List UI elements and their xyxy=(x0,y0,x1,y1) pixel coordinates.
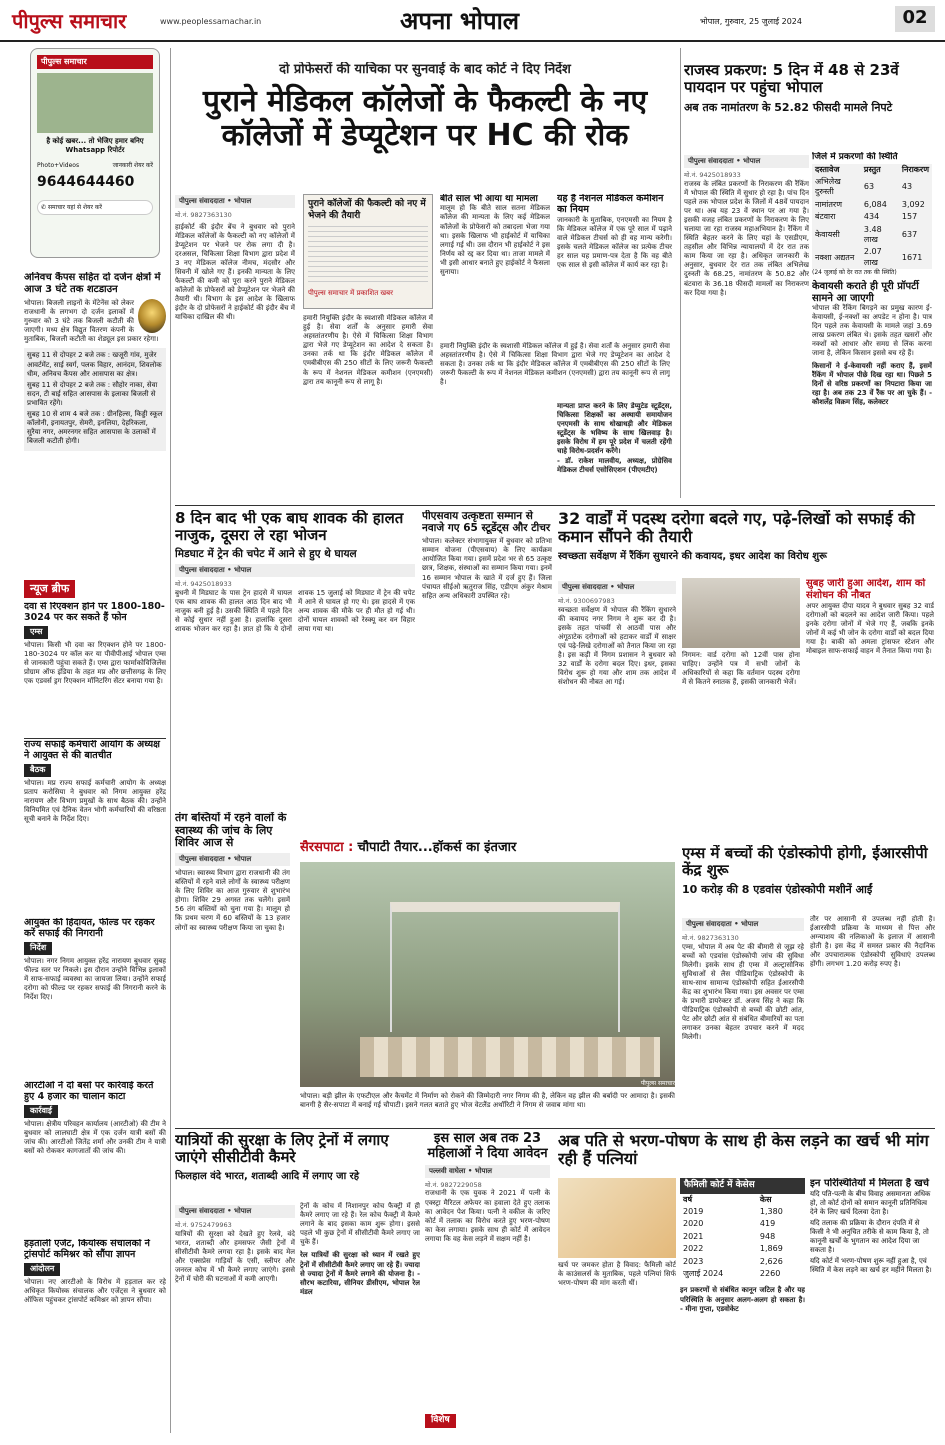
women-mobile: मो.नं. 9827229058 xyxy=(425,1180,482,1189)
side-point: यदि पति-पत्नी के बीच विवाह असमानता अधिक हो, तो कोर्ट दोनों को समान कानूनी प्रतिनिधित्व देने के लिए खर्च दिलवा देता है। xyxy=(810,1189,931,1216)
ad-photo xyxy=(37,73,153,133)
cctv-headline: यात्रियों की सुरक्षा के लिए ट्रेनों में लगाए जाएंगे सीसीटीवी कैमरे xyxy=(175,1132,389,1167)
chaupati-headline: चौपाटी तैयार...हॉकर्स का इंतजार xyxy=(357,840,517,855)
tiger-byline: पीपुल्स संवाददाता • भोपाल xyxy=(175,564,415,577)
brief-body: भोपाल। किसी भी दवा का रिएक्शन होने पर 1800-180-3024 पर कॉल कर या पीवीपीआई भोपाल एम्स से जानकारी पहुंचा सकते हैं। एम्स द्वारा फार्माकोविजिलेंस प्रोग्राम ऑफ इंडिया के तहत मप्र और छत्तीसगढ़ के लिए एक एडवर्स ड्रग रिएक्शन मॉनिटरिंग सेंटर बनाया गया है। xyxy=(24,640,166,685)
schedule-item: सुबह 11 से दोपहर 2 बजे तक : सौहोर नाका, सेवा सदन, टी बाई सहित आसपास के इलाका बिजली से प्रभावित रहेंगे। xyxy=(27,380,158,407)
cctv-byline: पीपुल्स संवाददाता • भोपाल xyxy=(175,1205,295,1218)
table-row: अभिलेख दुरुस्ती 63 43 xyxy=(815,177,913,197)
cctv-quote: रेल यात्रियों की सुरक्षा को ध्यान में रखते हुए ट्रेनों में सीसीटीवी कैमरे लगाए जा रहे हैं। ज्यादा से ज्यादा ट्रेनों में कैमरे लगाने की योजना है। - सौरभ कटारिया, सीनियर डीसीएम, भोपाल रेल मंडल xyxy=(300,1251,420,1296)
aiims-subhead: 10 करोड़ की 8 एडवांस एंडोस्कोपी मशीनें आईं xyxy=(682,882,873,896)
site-url: www.peoplessamachar.in xyxy=(160,17,262,26)
table-row: 2022 1,869 xyxy=(683,1244,783,1254)
brief-body: भोपाल। नगर निगम आयुक्त हरेंद्र नारायण बुधवार सुबह फील्ड स्तर पर निकले। इस दौरान उन्होंने विभिन्न इलाकों में साफ-सफाई व्यवस्था का जायजा लिया। उन्होंने सफाई दरोगा को फील्ड पर रहकर सफाई की निगरानी करने के निर्देश दिए। xyxy=(24,956,166,1001)
nmc-headline: यह है नेशनल मेडिकल कमीशन का नियम xyxy=(557,194,664,215)
brief-item xyxy=(24,1081,166,1231)
aiims-story xyxy=(682,845,935,1125)
revenue-byline: पीपुल्स संवाददाता • भोपाल xyxy=(684,155,809,168)
tiger-mobile: मो.नं. 9425018933 xyxy=(175,580,232,589)
table-row: नामांतरण 6,084 3,092 xyxy=(815,199,925,209)
cctv-story xyxy=(175,1132,420,1432)
women-byline: पल्लवी वाघेला • भोपाल xyxy=(425,1165,550,1178)
brief-body: भोपाल। नए आरटीओ के विरोध में हड़ताल कर रहे अधिकृत कियोस्क संचालक और एजेंट्स ने बुधवार को ऑफिस पहुंचकर ट्रांसपोर्ट कमिश्नर को ज्ञापन सौंपा। xyxy=(24,1277,166,1304)
brief-tag: एम्स xyxy=(24,626,48,638)
wards-photo xyxy=(682,578,800,648)
brief-headline: आयुक्त की हिदायत, फील्ड पर रहकर करें सफाई की निगरानी xyxy=(24,918,155,940)
clipping-title: पुराने कॉलेजों की फैकल्टी को नए में भेजने की तैयारी xyxy=(308,199,426,221)
brief-tag: आंदोलन xyxy=(24,1263,60,1275)
aiims-mobile: मो.नं. 9827363130 xyxy=(682,934,739,943)
table-row: 2020 419 xyxy=(683,1219,776,1229)
aiims-side: तौर पर आसानी से उपलब्ध नहीं होती है। ईआरसीपी प्रक्रिया के माध्यम से पित्त और अग्न्याशय की नलिकाओं के इलाज में आसानी होती है। इस केंद्र में समस्त प्रकार की नैदानिक और उपचारात्मक एंडोस्कोपी सुविधाएं उपलब्ध होंगी। लगभग 1.20 करोड़ रुपए है। xyxy=(810,915,935,969)
alimony-story xyxy=(558,1132,935,1432)
wards-side-body: अपर आयुक्त दीपा यादव ने बुधवार सुबह 32 वार्ड दरोगाओं को बदलने का आदेश जारी किया। पहले इनके दरोगा जोनों में भेजे गए हैं, जबकि इनके जोनों में कई भी जोन के दरोगा वार्डों को बदल दिया गया है। बाकी को अमला ट्रांसफर स्टेशन और मोबाइल साफ-सफाई वाहन में तैनात किया गया है। xyxy=(806,602,934,656)
lead-story xyxy=(175,62,675,492)
brief-item xyxy=(24,602,166,730)
whatsapp-ad xyxy=(30,48,160,258)
brief-tag: निर्देश xyxy=(24,942,52,954)
photo-credit: पीपुल्स समाचार xyxy=(640,1080,675,1087)
kyc-headline: केवायसी कराते ही पूरी प्रॉपर्टी सामने आ जाएगी xyxy=(812,281,919,304)
revenue-table-note: (24 जुलाई को देर रात तक की स्थिति) xyxy=(812,269,897,277)
lead-sub-body: मालूम हो कि बीते साल सतना मेडिकल कॉलेज की मान्यता के लिए कई मेडिकल कॉलेजों के प्रोफेसरों को तबादला भेजा गया था। इसके खिलाफ भी हाईकोर्ट में याचिका लगाई गई थी। उस दौरान भी हाईकोर्ट ने इस निर्णय को रद्द कर दिया था। ताजा मामले में भी इसी आधार बनाते हुए हाईकोर्ट ने फैसला सुनाया। xyxy=(440,204,550,276)
news-brief xyxy=(24,580,166,1430)
chaupati-photo-story xyxy=(300,840,675,1125)
alimony-table xyxy=(680,1194,805,1281)
wards-byline: पीपुल्स संवाददाता • भोपाल xyxy=(558,581,676,594)
kyc-quote: किसानों ने ई-केवायसी नहीं कराए हैं, इसमें रैंकिंग में भोपाल पीछे दिख रहा था। पिछले 5 दिनों से वरिष्ठ प्रकरणों का निपटारा किया जा रहा है। अब तक 23 वें रैंक पर आ चुके हैं। - कौशलेंद्र विक्रम सिंह, कलेक्टर xyxy=(812,361,932,406)
chaupati-label: सैरसपाटा : xyxy=(300,840,354,855)
table-header: प्रस्तुत xyxy=(863,164,881,174)
side-point: यदि कोर्ट में भरण-पोषण शुरू नहीं हुआ है, एवं स्थिति में केस लड़ने का खर्च हर महीने मिलता है। xyxy=(810,1257,932,1275)
brief-headline: आरटीओ ने दो बसों पर कार्रवाई करते हुए 4 हजार का चालान काटा xyxy=(24,1081,154,1103)
brief-item xyxy=(24,918,166,1073)
aiims-byline: पीपुल्स संवाददाता • भोपाल xyxy=(682,918,804,931)
wards-body: स्वच्छता सर्वेक्षण में भोपाल की रैंकिंग सुधारने की कवायद नगर निगम ने शुरू कर दी है। इसके तहत पांचवीं से आठवीं पास और अंगूठाटेक दरोगाओं को हटाकर वार्डों में साक्षर एवं पढ़े-लिखे दरोगाओं को तैनात किया जा रहा है। इस कड़ी में निगम प्रशासन ने बुधवार को 32 वार्डों के दरोगा बदल दिए। इधर, इसका विरोध शुरू हो गया और शाम तक आदेश में संशोधन की नौबत आ गई। xyxy=(558,605,676,687)
aiims-headline: एम्स में बच्चों की एंडोस्कोपी होगी, ईआरसीपी केंद्र शुरू xyxy=(682,845,928,880)
health-story xyxy=(175,812,290,1062)
wards-side-headline: सुबह जारी हुआ आदेश, शाम को संशोधन की नौबत xyxy=(806,578,926,601)
talent-story xyxy=(422,510,552,810)
power-shutdown-story xyxy=(24,272,166,577)
tiger-body: बुधनी में मिडघाट के पास ट्रेन हादसे में घायल एक बाघ शावक की हालत आठ दिन बाद भी नाजुक बनी हुई है। उसकी स्थिति में पहले दिन से कोई सुधार नहीं हुआ है। हालांकि दूसरा शावक भोजन कर रहा है। ज्ञात हो कि ये दोनों शावक 15 जुलाई को मिडघाट में ट्रेन की चपेट में आने से घायल हो गए थे। इस हादसे में एक अन्य शावक की मौके पर ही मौत हो गई थी। दोनों घायल शावकों को रेस्क्यू कर वन विहार लाया गया था। xyxy=(175,588,415,634)
ad-tagline: है कोई खबर... तो भेजिए हमार बनिए Whatsapp रिपोर्टर xyxy=(46,137,144,155)
lead-headline: पुराने मेडिकल कॉलेजों के फैकल्टी के नए कॉलेजों में डेप्यूटेशन पर HC की रोक xyxy=(202,83,648,154)
aiims-body: एम्स, भोपाल में अब पेट की बीमारी से जूझ रहे बच्चों को एडवांस एंडोस्कोपी जांच की सुविधा मिलेगी। इसके साथ ही एम्स में अल्ट्रासोनिक सुविधाओं से लैस पीडियाट्रिक एंडोस्कोपी के साथ-साथ सामान्य एंडोस्कोपी सहित ईआरसीपी केंद्र का शुभारंभ किया गया। इस अवसर पर एम्स के प्रभारी डायरेक्टर डॉ. अजय सिंह ने कहा कि पीडियाट्रिक एंडोस्कोपी से बच्चों की छोटी आंत, पेट और छोटी आंत से संबंधित बीमारियों का पता लगाकर उनका बेहतर उपचार करने में मदद मिलेगी। xyxy=(682,942,804,1042)
schedule-item: सुबह 11 से दोपहर 2 बजे तक : खजूरी गांव, मुजेर आवर्टमेंट, साई स्वर्ग, पलक विहार, आनंदम, शिवलोक धीम, अनिवच कैंपस और आसपास का क्षेत्र। xyxy=(27,351,162,378)
table-row: 2023 2,626 xyxy=(683,1256,783,1266)
revenue-body: राजस्व के लंबित प्रकरणों के निराकरण की रैंकिंग में भोपाल की स्थिति में सुधार हो रहा है। पांच दिन पहले तक भोपाल प्रदेश के जिलों में 48वें पायदान पर था। अब यह 23 वें स्थान पर आ गया है। इसकी वजह लंबित प्रकरणों के निराकरण के लिए चलाया जा रहा राजस्व महाअभियान है। रैंकिंग में स्थिति बेहतर करने के लिए यहां के एसडीएम, तहसील और विभिन्न न्यायालयों में देर रात तक काम किया जा रहा है। अधिकृत जानकारी के अनुसार, बुधवार देर रात तक लंबित अभिलेख दुरुस्ती के 68.25, नामांतरण के 50.82 और बंटवारा के 36.18 फीसदी मामलों का निराकरण कर दिया गया है। xyxy=(684,179,809,297)
brief-tag: बैठक xyxy=(24,764,51,776)
women-body: राजधानी के एक युवक ने 2021 में पत्नी के एक्स्ट्रा मैरिटल अफेयर का हवाला देते हुए तलाक का आवेदन पेश किया। पत्नी ने वकील के जरिए कोर्ट में तलाक का विरोध करते हुए भरण-पोषण का केस लगाया। इसके साथ ही कोर्ट में आवेदन लगाया कि वह केस लड़ने में सक्षम नहीं है। xyxy=(425,1189,550,1243)
tiger-story xyxy=(175,510,415,810)
table-row: 2021 948 xyxy=(683,1231,776,1241)
wards-notice: निगमन: वार्ड दरोगा को 12वीं पास होना चाहिए। उन्होंने पत्र में सभी जोनों के अधिकारियों से कहा कि वर्तमान पदस्थ दरोगा में से कितने स्नातक हैं, इसकी जानकारी भेजें। xyxy=(682,651,800,687)
brief-body: भोपाल। मप्र राज्य सफाई कर्मचारी आयोग के अध्यक्ष प्रताप करोसिया ने बुधवार को निगम आयुक्त हरेंद्र नारायण और विभाग प्रमुखों के साथ बैठक की। उन्होंने विनियमित एवं दैनिक वेतन भोगी कर्मचारियों की वरिष्ठता सूची बनाने के निर्देश दिए। xyxy=(24,778,166,823)
table-row: 2019 1,380 xyxy=(683,1207,783,1217)
brief-tag: कार्रवाई xyxy=(24,1105,58,1117)
special-label: विशेष xyxy=(425,1414,456,1428)
cctv-subhead: फिलहाल वंदे भारत, शताब्दी आदि में लगाए जा रहे xyxy=(175,1170,360,1182)
ad-photo-label: Photo+Videos xyxy=(37,161,80,169)
whatsapp-icon: ✆ xyxy=(41,203,47,211)
table-row: नक्शा अद्यतन 2.07 लाख 1671 xyxy=(815,247,923,267)
revenue-table xyxy=(812,164,932,270)
table-row: केवायसी 3.48 लाख 637 xyxy=(815,224,918,245)
brief-item xyxy=(24,1239,166,1369)
dateline: भोपाल, गुरुवार, 25 जुलाई 2024 xyxy=(700,17,802,26)
brand-logo: पीपुल्स समाचार xyxy=(12,9,127,33)
table-header: दस्तावेज xyxy=(815,164,840,174)
table-row: जुलाई 2024 2260 xyxy=(683,1269,781,1279)
masthead xyxy=(0,0,945,42)
table-row: बंटवारा 434 157 xyxy=(815,212,918,222)
lead-body-3: हमारी नियुक्ति इंदौर के स्वशासी मेडिकल कॉलेज में हुई है। सेवा शर्तों के अनुसार हमारी सेवा अहस्तांतरणीय है। ऐसे में चिकित्सा शिक्षा विभाग द्वारा भेजे गए डेप्यूटेशन का आदेश दे सकता है। उनका तर्क था कि इंदौर मेडिकल कॉलेज में एमबीबीएस की 250 सीटों के लिए जरूरी फैकल्टी के रूप में नेशनल मेडिकल कमीशन (एनएमसी) द्वारा तय कानूनी रूप से लागू है। xyxy=(440,342,670,387)
cctv-body-2: ट्रेनों के कोच में निशानपुर कोच फैक्ट्री में ही कैमरे लगाए जा रहे हैं। रेल कोच फैक्ट्री में कैमरे लगाने के बाद इसका काम शुरू होगा। इससे पहले भी कुछ ट्रेनों में सीसीटीवी कैमरे लगाए जा चुके हैं। xyxy=(300,1202,420,1247)
chaupati-title xyxy=(300,840,675,857)
lead-sub-head: बीते साल भी आया था मामला xyxy=(440,194,538,204)
cctv-mobile: मो.नं. 9752479963 xyxy=(175,1221,232,1230)
alimony-table-title: फैमिली कोर्ट में केसेस xyxy=(680,1178,805,1194)
ad-cta: ✆ समाचार यहां से शेयर करें xyxy=(37,200,153,216)
brief-label: न्यूज ब्रीफ xyxy=(24,580,75,598)
alimony-quote: इन प्रकरणों से संबंधित कानून जटिल है और यह परिस्थिति के अनुसार अलग-अलग हो सकता है। - मीना गुप्ता, एडवोकेट xyxy=(680,1286,805,1313)
health-byline: पीपुल्स संवाददाता • भोपाल xyxy=(175,853,290,866)
revenue-headline: राजस्व प्रकरण: 5 दिन में 48 से 23वें पायदान पर पहुंचा भोपाल xyxy=(684,62,899,97)
wards-subhead: स्वच्छता सर्वेक्षण में रैंकिंग सुधारने की कवायद, इधर आदेश का विरोध शुरू xyxy=(558,550,827,562)
section-title: अपना भोपाल xyxy=(400,7,520,35)
wards-mobile: मो.नं. 9300697983 xyxy=(558,597,615,606)
cctv-body: यात्रियों की सुरक्षा को देखते हुए रेलवे, वंदे भारत, शताब्दी और हमसफर जैसी ट्रेनों में सीसीटीवी कैमरे लगवा रहा है। इसके बाद मेल और एक्सप्रेस गाड़ियों के एसी, स्लीपर और जनरल कोच में भी कैमरे लगाए जाएंगे। इससे ट्रेनों में चोरी की घटनाओं में कमी आएगी। xyxy=(175,1229,295,1283)
lead-body-2: हमारी नियुक्ति इंदौर के स्वशासी मेडिकल कॉलेज में हुई है। सेवा शर्तों के अनुसार हमारी सेवा अहस्तांतरणीय है। ऐसे में चिकित्सा शिक्षा विभाग द्वारा भेजे गए डेप्यूटेशन का आदेश दे सकता है। उनका तर्क था कि इंदौर मेडिकल कॉलेज में एमबीबीएस की 250 सीटों के लिए जरूरी फैकल्टी के रूप में नेशनल मेडिकल कमीशन (एनएमसी) द्वारा तय कानूनी रूप से लागू है। xyxy=(303,314,433,386)
wards-headline: 32 वार्डों में पदस्थ दरोगा बदले गए, पढ़े-लिखों को सफाई की कमान सौंपने की तैयारी xyxy=(558,510,915,547)
clipping-text xyxy=(308,226,428,286)
tiger-headline: 8 दिन बाद भी एक बाघ शावक की हालत नाजुक, दूसरा ले रहा भोजन xyxy=(175,510,404,545)
brief-item xyxy=(24,740,166,910)
side-point: यदि तलाक की प्रक्रिया के दौरान दंपति में से किसी ने भी अनुचित तरीके से काम किया है, तो कानूनी खर्चों के भुगतान का आदेश दिया जा सकता है। xyxy=(810,1218,929,1255)
revenue-subhead: अब तक नामांतरण के 52.82 फीसदी मामले निपटे xyxy=(684,100,893,114)
bulb-icon xyxy=(138,299,166,333)
ad-phone-number: 9644644460 xyxy=(37,174,135,191)
lead-kicker: दो प्रोफेसरों की याचिका पर सुनवाई के बाद कोर्ट ने दिए निर्देश xyxy=(279,62,571,77)
women-story xyxy=(425,1132,550,1432)
page-number: 02 xyxy=(895,6,935,32)
kyc-body: भोपाल की रैंकिंग बिगड़ने का प्रमुख कारण ई-केवायसी, ई-नक्शों का अपडेट न होना है। पात्र दिन पहले तक केवायसी के मामले जहां 3.69 लाख प्रकरण लंबित थे। इसके तहत खसरों और नक्शों को आधार और समग्र से लिंक करना जाना है, लेकिन किसान इससे बच रहे हैं। xyxy=(812,304,932,358)
brief-headline: राज्य सफाई कर्मचारी आयोग के अध्यक्ष ने आयुक्त से की बातचीत xyxy=(24,740,160,762)
brief-headline: दवा से रिएक्शन होने पर 1800-180-3024 पर कर सकते हैं फोन xyxy=(24,602,165,624)
power-schedule xyxy=(24,348,166,451)
lead-clipping xyxy=(303,194,433,309)
power-body: भोपाल। बिजली लाइनों के मेंटेनेंस को लेकर राजधानी के लगभग दो दर्जन इलाकों में गुरुवार को 3 घंटे तक बिजली कटौती की जाएगी। मध्य क्षेत्र विद्युत वितरण कंपनी के मुताबिक, बिजली कटौती का शेड्यूल इस प्रकार रहेगा। xyxy=(24,299,159,344)
chaupati-caption: भोपाल। बड़ी झील के एफटीएल और कैचमेंट में निर्माण को रोकने की जिम्मेदारी नगर निगम की है, लेकिन वह झील की बर्बादी पर आमादा है। इसकी बानगी है सैर-सपाटा में बनाई गई चौपाटी। इसने गलत बताते हुए भोज वेटलैंड अथॉरिटी ने निगम से जवाब मांगा था। xyxy=(300,1092,675,1110)
brief-headline: हड़ताली एजेंट, कियोस्क संचालकों ने ट्रांसपोर्ट कमिश्नर को सौंपा ज्ञापन xyxy=(24,1239,150,1261)
ad-brand: पीपुल्स समाचार xyxy=(37,55,153,69)
nmc-body: जानकारी के मुताबिक, एनएमसी का नियम है कि मेडिकल कॉलेज में एक पूरे साल में पढ़ाने वाले मेडिकल टीचर्स को ही वह मान्य करेगी। इसके चलते मेडिकल कॉलेज का प्रत्येक टीचर हर साल यह प्रमाण-पत्र देता है कि वह बीते एक साल से इसी कॉलेज में कार्य कर रहा है। xyxy=(557,215,672,270)
revenue-mobile: मो.नं. 9425018933 xyxy=(684,171,741,180)
alimony-side-title: इन परिस्थितियों में मिलता है खर्च xyxy=(810,1178,930,1189)
power-headline: अनिवच कैंपस सहित दो दर्जन क्षेत्रों में आज 3 घंटे तक शटडाउन xyxy=(24,272,161,295)
talent-headline: पीएसवाय उत्कृष्टता सम्मान से नवाजे गए 65 स्टूडेंट्स और टीचर xyxy=(422,510,551,535)
wards-story xyxy=(558,510,935,840)
women-headline: इस साल अब तक 23 महिलाओं ने दिया आवेदन xyxy=(427,1132,548,1161)
health-headline: तंग बस्तियों में रहने वालों के स्वास्थ्य की जांच के लिए शिविर आज से xyxy=(175,812,287,850)
revenue-table-title: जिले में प्रकरणों की स्थिति xyxy=(812,152,898,162)
lead-quote: मान्यता प्राप्त करने के लिए डेप्युटेड स्टूडेंट्स, चिकित्सा शिक्षकों का अस्थायी समायोजन एनएमसी के साथ धोखाधड़ी और मेडिकल स्टूडेंट्स के भविष्य के साथ खिलवाड़ है। इसके विरोध में हम पूरे प्रदेश में चलती रहेंगी चाहे विरोध-प्रदर्शन करेंगे। xyxy=(557,402,672,456)
alimony-headline: अब पति से भरण-पोषण के साथ ही केस लड़ने का खर्च भी मांग रही हैं पत्नियां xyxy=(558,1132,929,1169)
alimony-illustration xyxy=(558,1178,676,1258)
chaupati-photo xyxy=(300,862,675,1087)
alimony-caption: खर्च पर जमकर होता है विवाद: फैमिली कोर्ट के काउंसलर्स के मुताबिक, पहले पत्नियां सिर्फ भरण-पोषण की मांग करती थीं। xyxy=(558,1261,676,1288)
revenue-story xyxy=(684,62,934,502)
clipping-caption: पीपुल्स समाचार में प्रकाशित खबर xyxy=(308,289,393,298)
brief-body: भोपाल। क्षेत्रीय परिवहन कार्यालय (आरटीओ) की टीम ने बुधवार को लालघाटी क्षेत्र में एक दर्जन यात्री बसों की जांच की। आरटीओ जितेंद्र शर्मा और उनकी टीम ने यात्री बसों को रोककर कागजातों की जांच की। xyxy=(24,1119,166,1155)
table-header: निराकरण xyxy=(901,164,929,174)
lead-byline: पीपुल्स संवाददाता • भोपाल xyxy=(175,195,295,208)
talent-body: भोपाल। कलेक्टर संभागायुक्त में बुधवार को प्रतिभा सम्मान योजना (पीएसवाय) के लिए कार्यक्रम आयोजित किया गया। इसमें प्रदेश भर से 65 उत्कृष्ट छात्र, शिक्षक, संस्थाओं का सम्मान किया गया। इनमें 16 सम्मान भोपाल के खाते में दर्ज हुए हैं। जिला पंचायत सीईओ ऋतुराज सिंह, एडीएम अंकुर मेश्राम सहित अन्य अधिकारी उपस्थित रहे। xyxy=(422,537,552,600)
lead-body-1: हाईकोर्ट की इंदौर बेंच ने बुधवार को पुराने मेडिकल कॉलेजों के फैकल्टी को नए कॉलेजों में डेप्यूटेशन पर भेजने पर रोक लगा दी है। दरअसल, चिकित्सा शिक्षा विभाग द्वारा प्रदेश में 3 नए मेडिकल कॉलेज नीमच, मंदसौर और सिवनी में खोले गए हैं। इनकी मान्यता के लिए फैकल्टी की कमी को पूरा करने पुराने मेडिकल कॉलेजों के प्रोफेसरों को डेप्यूटेशन पर भेजने की तैयारी थी। विभाग के इस आदेश के खिलाफ इंदौर के दो प्रोफेसरों ने हाईकोर्ट की इंदौर बेंच में याचिका दाखिल की थी। xyxy=(175,222,295,322)
health-body: भोपाल। स्वास्थ्य विभाग द्वारा राजधानी की तंग बस्तियों में रहने वाले लोगों के स्वास्थ्य परीक्षण के लिए शिविर का आज गुरुवार से शुभारंभ होगा। शिविर 29 अगस्त तक चलेंगे। इसमें 56 तंग बस्तियों को चुना गया है। मालूम हो कि प्रथम चरण में 60 बस्तियों के 13 हजार लोगों का स्वास्थ्य परीक्षण किया जा चुका है। xyxy=(175,869,290,932)
table-header: वर्ष xyxy=(683,1194,693,1204)
schedule-item: सुबह 10 से शाम 4 बजे तक : ग्रीनहिल्स, किड्डी स्कूल कॉलोनी, इनायतपुर, सेमरी, इनलिया, देहरिकला, सुरैया नगर, अमरनगर सहित आसपास के उलाकों में बिजली कटौती होगी। xyxy=(27,410,163,446)
ad-report-label: जानकारी शेयर करें xyxy=(112,161,153,169)
table-header: केस xyxy=(759,1194,772,1204)
tiger-subhead: मिडघाट में ट्रेन की चपेट में आने से हुए थे घायल xyxy=(175,547,357,560)
lead-mobile: मो.नं. 9827363130 xyxy=(175,211,232,220)
lead-quote-by: - डॉ. राकेश मालवीय, अध्यक्ष, प्रोग्रेसिव मेडिकल टीचर्स एसोसिएशन (पीएमटीए) xyxy=(557,456,672,474)
